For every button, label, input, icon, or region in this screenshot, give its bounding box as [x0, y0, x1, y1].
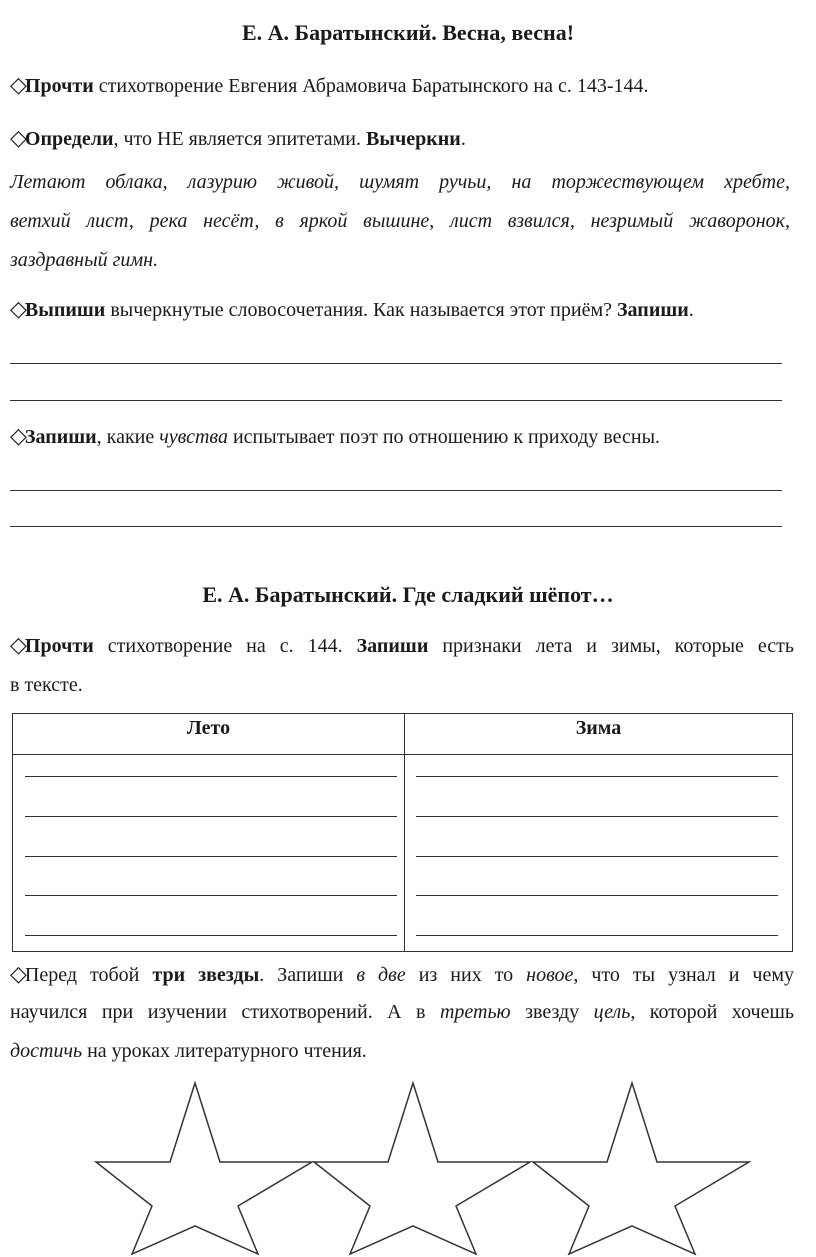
answer-line[interactable]: [416, 856, 778, 857]
section-title-1: Е. А. Баратынский. Весна, весна!: [241, 20, 575, 45]
answer-line[interactable]: [10, 490, 782, 491]
task-read-1: ◇Прочти стихотворение Евгения Абрамовича Баратынского на с. 143-144.: [10, 72, 649, 97]
task-read-2-line2: в тексте.: [10, 674, 83, 696]
answer-line[interactable]: [416, 776, 778, 777]
task-stars-line1: ◇Перед тобой три звезды. Запиши в две из них то новое, что ты узнал и чему: [10, 961, 794, 986]
summer-cell[interactable]: [13, 755, 405, 952]
answer-line[interactable]: [10, 363, 782, 364]
winter-cell[interactable]: [405, 755, 793, 952]
star-icon[interactable]: [533, 1083, 749, 1254]
answer-line[interactable]: [10, 400, 782, 401]
answer-line[interactable]: [416, 935, 778, 936]
star-icon[interactable]: [96, 1083, 312, 1254]
task-write-out: ◇Выпиши вычеркнутые словосочетания. Как называется этот приём? Запиши.: [10, 296, 694, 321]
answer-line[interactable]: [25, 856, 397, 857]
epithet-line-2: ветхий лист, река несёт, в яркой вышине, лист взвился, незримый жаворонок,: [10, 210, 790, 232]
task-read-2: ◇Прочти стихотворение на с. 144. Запиши признаки лета и зимы, которые есть: [10, 632, 794, 657]
answer-line[interactable]: [25, 816, 397, 817]
star-icon[interactable]: [314, 1083, 530, 1254]
column-header-summer: Лето: [13, 714, 405, 755]
diamond-icon: ◇: [10, 423, 27, 448]
answer-line[interactable]: [416, 895, 778, 896]
task-define: ◇Определи, что НЕ является эпитетами. Вычеркни.: [10, 125, 466, 150]
column-header-winter: Зима: [405, 714, 793, 755]
answer-line[interactable]: [416, 816, 778, 817]
task-feelings: ◇Запиши, какие чувства испытывает поэт по отношению к приходу весны.: [10, 423, 660, 448]
epithet-line-3: заздравный гимн.: [10, 249, 159, 271]
diamond-icon: ◇: [10, 632, 27, 657]
section-title-2: Е. А. Баратынский. Где сладкий шёпот…: [202, 582, 614, 607]
diamond-icon: ◇: [10, 961, 27, 986]
epithet-line-1: Летают облака, лазурию живой, шумят ручьи, на торжествующем хребте,: [10, 171, 790, 193]
task-stars-line3: достичь на уроках литературного чтения.: [10, 1040, 367, 1062]
answer-line[interactable]: [25, 895, 397, 896]
stars-group: [0, 1080, 816, 1257]
summer-winter-table: [12, 713, 793, 952]
answer-line[interactable]: [25, 935, 397, 936]
diamond-icon: ◇: [10, 125, 27, 150]
answer-line[interactable]: [25, 776, 397, 777]
answer-line[interactable]: [10, 526, 782, 527]
diamond-icon: ◇: [10, 72, 27, 97]
diamond-icon: ◇: [10, 296, 27, 321]
task-stars-line2: научился при изучении стихотворений. А в третью звезду цель, которой хочешь: [10, 1001, 795, 1023]
